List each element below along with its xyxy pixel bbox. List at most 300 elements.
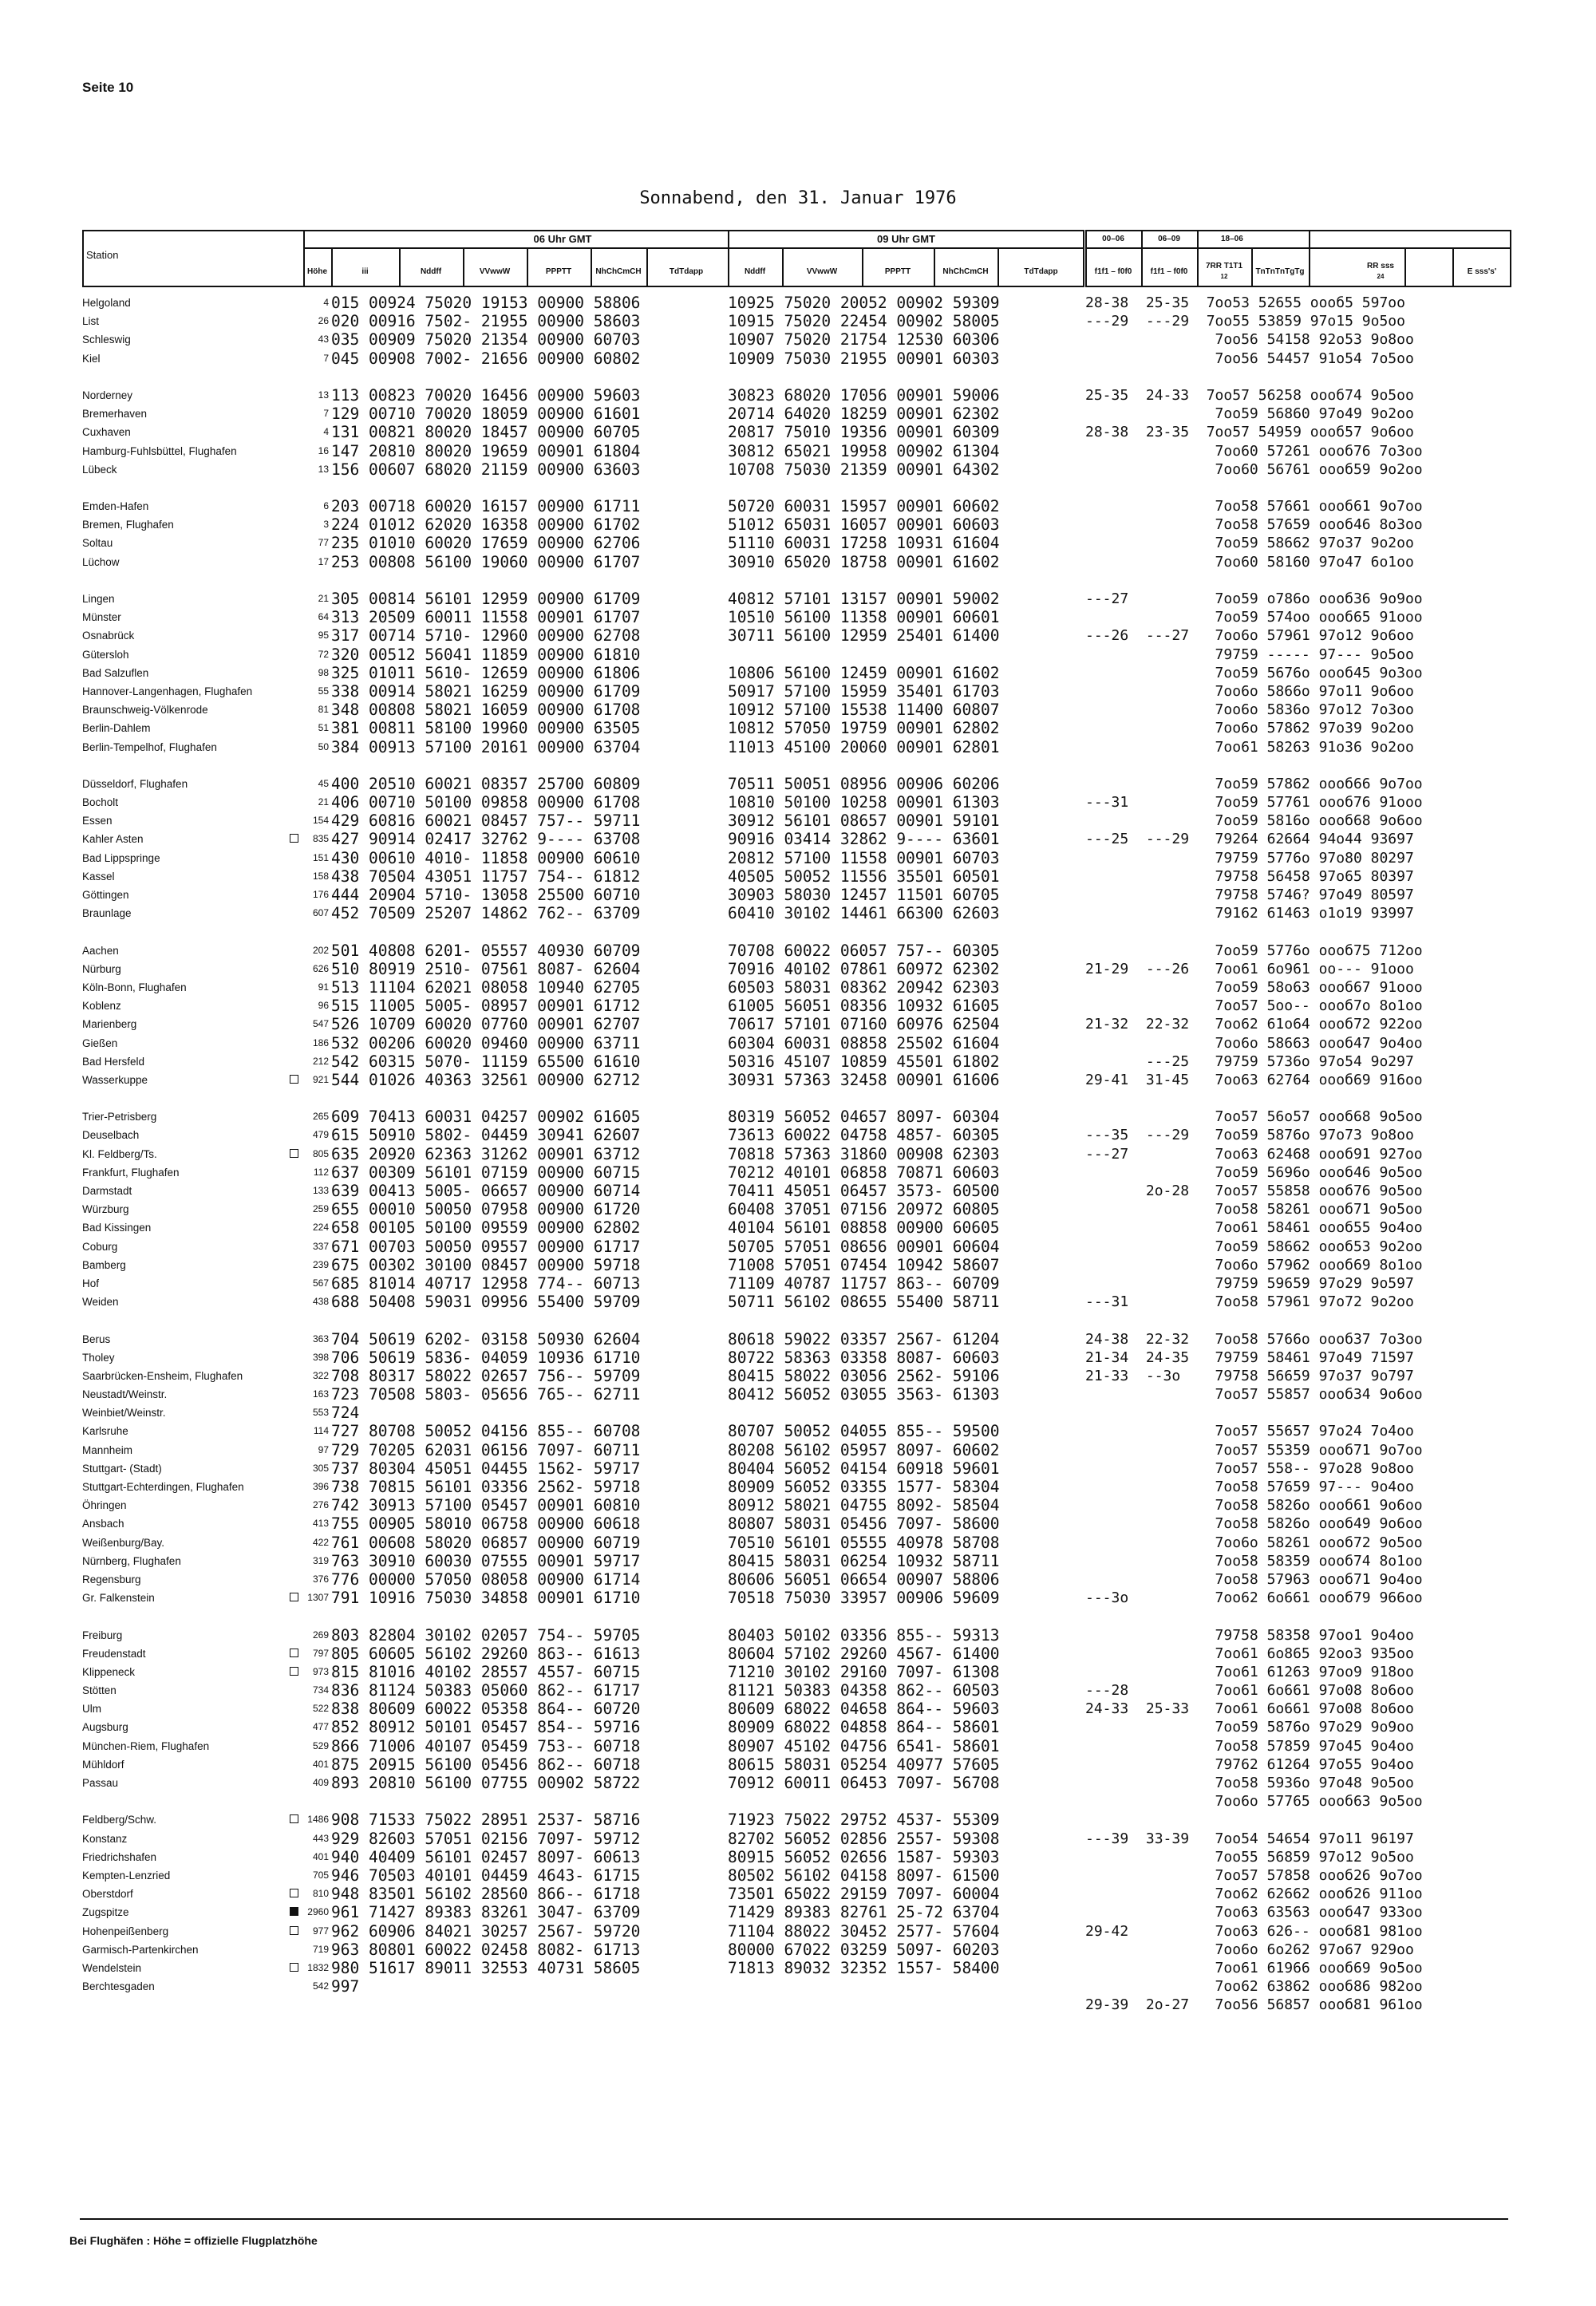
obs-09-row: 71008 57051 07454 10942 58607 [728, 1255, 1000, 1274]
extreme-row: ---27 7oo59 o786o oooб36 9o9oo [1085, 590, 1423, 607]
obs-06-row: 866 71006 40107 05459 753-- 60718 [331, 1736, 641, 1755]
station-height: 45 [318, 777, 329, 789]
header-period-2: 06–09 [1158, 235, 1180, 243]
extreme-row: 7oo6o 58261 oooб72 9o5oo [1085, 1534, 1423, 1551]
station-name [82, 1089, 303, 1108]
station-height: 6 [323, 500, 329, 512]
obs-06-row: 305 00814 56101 12959 00900 61709 [331, 590, 641, 608]
station-name: Stuttgart- (Stadt) [82, 1462, 162, 1475]
obs-09-row: 73613 60022 04758 4857- 60305 [728, 1126, 1000, 1145]
station-height: 413 [312, 1518, 329, 1530]
station-height: 409 [312, 1777, 329, 1788]
station-height: 376 [312, 1573, 329, 1585]
extreme-row: ---29 ---29 7oo55 53859 97o15 9o5oo [1085, 313, 1405, 330]
station-height: 239 [312, 1258, 329, 1270]
station-height: 91 [318, 981, 329, 993]
station-name: Karlsruhe [82, 1425, 128, 1438]
extreme-row: 7oo6o 57765 oooб63 9o5oo [1085, 1793, 1423, 1810]
extreme-column [1085, 294, 1423, 2014]
station-name: Weißenburg/Bay. [82, 1536, 165, 1549]
height-list [303, 294, 329, 1996]
extreme-row: 7oo57 5oo-- oooб7o 8o1oo [1085, 997, 1423, 1015]
header-ppptt-06: PPPTT [545, 267, 572, 276]
obs-09-row: 80609 68022 04658 864-- 59603 [728, 1700, 1000, 1719]
obs-06-row: 515 11005 5005- 08957 00901 61712 [331, 997, 641, 1016]
station-height: 973 [312, 1665, 329, 1677]
station-name: Essen [82, 815, 113, 827]
extreme-row: 29-41 31-45 7oo63 62764 oooб69 916oo [1085, 1071, 1423, 1088]
extreme-row: 7oo59 5876o 97o29 9o9oo [1085, 1719, 1414, 1736]
station-name: Berchtesgaden [82, 1980, 155, 1993]
obs-09-row: 40505 50052 11556 35501 60501 [728, 867, 1000, 886]
extreme-row: 7oo61 61263 97oo9 918oo [1085, 1663, 1414, 1680]
extreme-row: 7oo6o 5836o 97o12 7o3oo [1085, 701, 1414, 719]
extreme-row: 7oo59 57862 oooб66 9o7oo [1085, 775, 1423, 792]
extreme-row: 7oo59 5776o oooб75 712oo [1085, 942, 1423, 959]
station-name: Trier-Petrisberg [82, 1111, 157, 1123]
extreme-row: ---31 7oo59 57761 oooб76 91ooo [1085, 794, 1423, 811]
obs-09-row [728, 479, 999, 497]
extreme-row: 7oo59 5816o oooб68 9o6oo [1085, 812, 1423, 830]
obs-09-row: 10915 75020 22454 00902 58005 [728, 312, 1000, 331]
station-name: Gütersloh [82, 648, 129, 661]
station-name [82, 479, 303, 497]
square-icon [290, 1963, 298, 1972]
station-height: 259 [312, 1203, 329, 1215]
station-height: 186 [312, 1037, 329, 1048]
obs-09-row: 80912 58021 04755 8092- 58504 [728, 1496, 1000, 1515]
obs-06-row: 253 00808 56100 19060 00900 61707 [331, 552, 641, 571]
extreme-row: 7oo61 58461 oooб55 9o4oo [1085, 1219, 1423, 1237]
station-name: Emden-Hafen [82, 500, 149, 513]
extreme-row: 7oo59 58662 97o37 9o2oo [1085, 535, 1414, 552]
obs-06-row [331, 1607, 640, 1625]
station-height [303, 1089, 329, 1108]
station-list [82, 294, 303, 1996]
obs-06-row [331, 922, 640, 941]
station-height: 319 [312, 1554, 329, 1566]
obs-09-row: 73501 65022 29159 7097- 60004 [728, 1885, 1000, 1904]
obs-06-row: 655 00010 50050 07958 00900 61720 [331, 1200, 641, 1219]
header-s6: E sss's' [1467, 267, 1497, 276]
station-name: Weiden [82, 1296, 119, 1309]
station-height: 158 [312, 870, 329, 882]
station-height: 921 [312, 1073, 329, 1085]
obs-09-row: 80707 50052 04055 855-- 59500 [728, 1422, 1000, 1441]
extreme-row: 7oo57 55857 oooб34 9o6oo [1085, 1386, 1423, 1404]
obs-06-row: 544 01026 40363 32561 00900 62712 [331, 1070, 641, 1089]
header-s1: f1f1 – f0f0 [1094, 267, 1132, 276]
obs-06-row: 980 51617 89011 32553 40731 58605 [331, 1958, 641, 1977]
obs-06-row: 320 00512 56041 11859 00900 61810 [331, 645, 641, 664]
station-name: Darmstadt [82, 1185, 132, 1197]
station-height: 95 [318, 630, 329, 642]
extreme-row [1085, 1607, 1423, 1625]
obs-06-row: 755 00905 58010 06758 00900 60618 [331, 1514, 641, 1534]
obs-06-row: 875 20915 56100 05456 862-- 60718 [331, 1755, 641, 1774]
station-height: 396 [312, 1481, 329, 1492]
extreme-row: 21-33 --3o 79758 56659 97o37 9o797 [1085, 1367, 1414, 1384]
station-name: Wasserkuppe [82, 1071, 303, 1089]
station-height: 734 [312, 1684, 329, 1696]
obs-09-row: 80909 56052 03355 1577- 58304 [728, 1478, 1000, 1496]
station-name: Marienberg [82, 1018, 137, 1031]
station-height: 114 [313, 1425, 329, 1437]
header-nddff-06: Nddff [420, 267, 442, 276]
obs-06-row: 791 10916 75030 34858 00901 61710 [331, 1589, 641, 1608]
obs-09-row: 80606 56051 06654 00907 58806 [728, 1570, 1000, 1589]
obs-06-row: 045 00908 7002- 21656 00900 60802 [331, 349, 641, 368]
extreme-row: 7oo59 58662 oooб53 9o2oo [1085, 1238, 1423, 1255]
obs-09-column [728, 294, 999, 1977]
station-height: 401 [312, 1850, 329, 1862]
station-name: Braunlage [82, 907, 132, 920]
station-name: Kiel [82, 352, 101, 365]
station-height: 797 [312, 1647, 329, 1659]
station-height: 4 [323, 426, 329, 438]
extreme-row: ---31 7oo58 57961 97o72 9o2oo [1085, 1293, 1414, 1311]
station-height: 305 [312, 1462, 329, 1474]
obs-06-row: 381 00811 58100 19960 00900 63505 [331, 719, 641, 738]
station-name: Schleswig [82, 334, 131, 346]
station-name: Gr. Falkenstein [82, 1589, 303, 1607]
obs-09-row: 80604 57102 29260 4567- 61400 [728, 1644, 1000, 1663]
station-name: Augsburg [82, 1721, 128, 1734]
station-height: 337 [312, 1240, 329, 1252]
station-height: 21 [318, 593, 329, 604]
obs-06-row: 542 60315 5070- 11159 65500 61610 [331, 1052, 641, 1071]
extreme-row: 7oo6o 58663 oooб47 9o4oo [1085, 1034, 1423, 1052]
obs-09-row: 70411 45051 06457 3573- 60500 [728, 1182, 1000, 1200]
station-name: Hannover-Langenhagen, Flughafen [82, 685, 253, 697]
obs-09-row: 80807 58031 05456 7097- 58600 [728, 1514, 1000, 1534]
extreme-row: 25-35 24-33 7oo57 56258 oooб74 9o5oo [1085, 386, 1414, 404]
extreme-row: 7oo62 62662 oooб26 911oo [1085, 1885, 1423, 1903]
obs-06-row: 203 00718 60020 16157 00900 61711 [331, 497, 641, 516]
obs-09-row: 80404 56052 04154 60918 59601 [728, 1459, 1000, 1478]
obs-09-row: 70518 75030 33957 00906 59609 [728, 1589, 1000, 1608]
obs-06-row: 615 50910 5802- 04459 30941 62607 [331, 1126, 641, 1145]
obs-09-row: 80415 58022 03056 2562- 59106 [728, 1366, 1000, 1385]
station-height: 21 [318, 796, 329, 808]
obs-06-row: 675 00302 30100 08457 00900 59718 [331, 1255, 641, 1274]
station-height: 810 [312, 1888, 329, 1900]
obs-06-row: 438 70504 43051 11757 754-- 61812 [331, 867, 641, 886]
page-date: Sonnabend, den 31. Januar 1976 [639, 188, 957, 208]
extreme-row: 24-38 22-32 7oo58 5766o oooб37 7o3oo [1085, 1330, 1423, 1348]
station-height: 626 [312, 962, 329, 974]
header-ppptt-09: PPPTT [884, 267, 911, 276]
header-vvwww-06: VVwwW [479, 267, 511, 276]
station-height [303, 571, 329, 590]
obs-06-row: 501 40808 6201- 05557 40930 60709 [331, 941, 641, 960]
obs-06-row: 131 00821 80020 18457 00900 60705 [331, 423, 641, 442]
obs-09-row [728, 1607, 999, 1625]
obs-06-row: 444 20904 5710- 13058 25500 60710 [331, 886, 641, 904]
extreme-row: 2o-28 7oo57 55858 oooб76 9o5oo [1085, 1183, 1423, 1199]
page-number: Seite 10 [82, 80, 134, 95]
station-name: Freudenstadt [82, 1645, 303, 1663]
station-name: Braunschweig-Völkenrode [82, 704, 208, 717]
obs-06-row: 948 83501 56102 28560 866-- 61718 [331, 1885, 641, 1904]
obs-09-row [728, 756, 999, 775]
obs-09-row: 51110 60031 17258 10931 61604 [728, 534, 1000, 553]
obs-06-row: 639 00413 5005- 06657 00900 60714 [331, 1182, 641, 1200]
obs-09-row: 70916 40102 07861 60972 62302 [728, 959, 1000, 978]
obs-06-row: 688 50408 59031 09956 55400 59709 [331, 1293, 641, 1312]
station-height [303, 1607, 329, 1625]
obs-09-row: 80502 56102 04158 8097- 61500 [728, 1866, 1000, 1885]
obs-06-row: 406 00710 50100 09858 00900 61708 [331, 793, 641, 812]
header-06-gmt: 06 Uhr GMT [533, 233, 592, 245]
obs-06-row: 035 00909 75020 21354 00900 60703 [331, 330, 641, 349]
extreme-row: 7oo60 57261 oooб76 7o3oo [1085, 442, 1423, 460]
station-name: Nürburg [82, 962, 121, 975]
obs-06-row: 113 00823 70020 16456 00900 59603 [331, 385, 641, 405]
station-name: Mannheim [82, 1443, 133, 1456]
obs-09-row: 80319 56052 04657 8097- 60304 [728, 1108, 1000, 1127]
obs-06-row: 761 00608 58020 06857 00900 60719 [331, 1533, 641, 1552]
obs-06-row: 706 50619 5836- 04059 10936 61710 [331, 1348, 641, 1367]
extreme-row [1085, 571, 1423, 590]
extreme-row: 7oo58 57859 97o45 9o4oo [1085, 1737, 1414, 1755]
station-name: Würzburg [82, 1203, 129, 1216]
obs-09-row: 71923 75022 29752 4537- 55309 [728, 1810, 1000, 1830]
obs-09-row: 80415 58031 06254 10932 58711 [728, 1551, 1000, 1570]
obs-06-row: 532 00206 60020 09460 00900 63711 [331, 1033, 641, 1052]
station-height: 50 [318, 740, 329, 752]
obs-06-row: 852 80912 50101 05457 854-- 59716 [331, 1718, 641, 1737]
header-vvwww-09: VVwwW [806, 267, 838, 276]
station-height: 151 [312, 851, 329, 863]
obs-06-row: 430 00610 4010- 11858 00900 60610 [331, 848, 641, 867]
obs-09-row: 70818 57363 31860 00908 62303 [728, 1144, 1000, 1163]
obs-09-row: 80000 67022 03259 5097- 60203 [728, 1940, 1000, 1959]
obs-09-row: 20812 57100 11558 00901 60703 [728, 848, 1000, 867]
station-name: Bremerhaven [82, 408, 148, 421]
obs-09-row: 80412 56052 03055 3563- 61303 [728, 1385, 1000, 1404]
extreme-row: ---26 ---27 7oo6o 57961 97o12 9o6oo [1085, 627, 1414, 645]
obs-09-row: 82702 56052 02856 2557- 59308 [728, 1829, 1000, 1848]
station-name: Wendelstein [82, 1959, 303, 1977]
station-height: 553 [312, 1407, 329, 1419]
station-height: 17 [318, 555, 329, 567]
station-name: Tholey [82, 1351, 115, 1364]
station-name: Berlin-Dahlem [82, 722, 151, 735]
extreme-row: ---3o 7oo62 6o661 oooб79 966oo [1085, 1589, 1423, 1607]
station-name: Friedrichshafen [82, 1850, 157, 1863]
station-height: 719 [312, 1943, 329, 1955]
station-name: Regensburg [82, 1573, 141, 1585]
obs-09-row: 40104 56101 08858 00900 60605 [728, 1218, 1000, 1238]
station-name: Stuttgart-Echterdingen, Flughafen [82, 1481, 244, 1493]
station-height [303, 368, 329, 386]
extreme-row: 28-38 23-35 7oo57 54959 oooб57 9o6oo [1085, 424, 1414, 441]
extreme-row: 7oo6o 6o262 97o67 929oo [1085, 1941, 1414, 1958]
obs-09-row: 71813 89032 32352 1557- 58400 [728, 1958, 1000, 1977]
obs-06-row: 815 81016 40102 28557 4557- 60715 [331, 1662, 641, 1681]
obs-09-row [728, 1404, 999, 1422]
obs-09-row: 80403 50102 03356 855-- 59313 [728, 1625, 1000, 1645]
obs-06-row: 313 20509 60011 11558 00901 61707 [331, 608, 641, 627]
obs-06-row: 429 60816 60021 08457 757-- 59711 [331, 811, 641, 831]
square-icon [290, 1667, 298, 1676]
extreme-row: 7oo59 5696o oooб46 9o5oo [1085, 1163, 1423, 1181]
obs-09-row: 71104 88022 30452 2577- 57604 [728, 1921, 1000, 1941]
obs-06-row: 235 01010 60020 17659 00900 62706 [331, 534, 641, 553]
obs-09-row: 90916 03414 32862 9---- 63601 [728, 830, 1000, 849]
extreme-row: 7oo60 58160 97o47 6o1oo [1085, 553, 1414, 571]
station-name: Aachen [82, 944, 119, 957]
obs-09-row: 11013 45100 20060 00901 62801 [728, 737, 1000, 756]
obs-06-row: 020 00916 7502- 21955 00900 58603 [331, 312, 641, 331]
obs-09-row: 30912 56101 08657 00901 59101 [728, 811, 1000, 831]
obs-09-row: 81121 50383 04358 862-- 60503 [728, 1681, 1000, 1700]
station-name: Coburg [82, 1240, 118, 1253]
station-height: 265 [312, 1111, 329, 1123]
station-name: Kassel [82, 870, 115, 883]
station-name: Öhringen [82, 1499, 127, 1512]
station-height: 363 [312, 1333, 329, 1345]
extreme-row: 7oo6o 57962 oooб69 8o1oo [1085, 1256, 1423, 1273]
station-height: 72 [318, 648, 329, 660]
obs-06-row [331, 1792, 640, 1810]
obs-06-row: 671 00703 50050 09557 00900 61717 [331, 1237, 641, 1256]
station-name [82, 756, 303, 775]
station-name: Hamburg-Fuhlsbüttel, Flughafen [82, 444, 237, 457]
obs-06-row: 609 70413 60031 04257 00902 61605 [331, 1108, 641, 1127]
extreme-row: ---25 79759 5736o 97o54 9o297 [1085, 1052, 1414, 1070]
extreme-row: 7oo63 63563 oooб47 933oo [1085, 1904, 1423, 1921]
header-td-09: TdTdapp [1024, 267, 1058, 276]
station-height: 3 [323, 519, 329, 531]
station-height: 224 [312, 1222, 329, 1234]
station-height: 55 [318, 685, 329, 697]
extreme-row: 21-32 22-32 7oo62 61o64 oooб72 922oo [1085, 1016, 1423, 1033]
station-height: 705 [312, 1869, 329, 1881]
extreme-row: 7oo58 5826o oooб61 9o6oo [1085, 1497, 1423, 1514]
station-name: Hohenpeißenberg [82, 1922, 303, 1941]
obs-09-row [728, 1311, 999, 1329]
filled-square-icon [290, 1907, 298, 1916]
station-name [82, 1311, 303, 1329]
station-height: 2960 [307, 1906, 329, 1918]
square-icon [290, 1149, 298, 1158]
extreme-row [1085, 922, 1423, 941]
footer-rule [80, 2218, 1508, 2220]
station-height: 112 [313, 1166, 329, 1178]
extreme-row: 7oo58 57659 97--- 9o4oo [1085, 1479, 1414, 1495]
obs-09-row [728, 646, 999, 664]
obs-06-row: 742 30913 57100 05457 00901 60810 [331, 1496, 641, 1515]
extreme-row: 7oo55 56859 97o12 9o5oo [1085, 1848, 1414, 1866]
extreme-row: ---39 33-39 7oo54 54654 97o11 96197 [1085, 1830, 1414, 1847]
station-name [82, 1607, 303, 1625]
station-height: 26 [318, 315, 329, 327]
station-name: Berus [82, 1333, 111, 1345]
station-name: Bad Hersfeld [82, 1055, 145, 1068]
obs-09-row: 10812 57050 19759 00901 62802 [728, 719, 1000, 738]
extreme-row [1085, 368, 1423, 386]
station-height: 542 [312, 1980, 329, 1992]
extreme-row: 7oo60 56761 oooб59 9o2oo [1085, 460, 1423, 478]
station-height: 64 [318, 611, 329, 623]
extreme-row: 7oo58 5826o oooб49 9o6oo [1085, 1515, 1423, 1533]
obs-06-row [331, 571, 640, 590]
station-name: Bocholt [82, 796, 119, 809]
station-name: Düsseldorf, Flughafen [82, 777, 188, 790]
obs-06-row: 635 20920 62363 31262 00901 63712 [331, 1144, 641, 1163]
obs-06-row: 129 00710 70020 18059 00900 61601 [331, 405, 641, 424]
obs-06-row: 400 20510 60021 08357 25700 60809 [331, 774, 641, 793]
obs-06-row: 929 82603 57051 02156 7097- 59712 [331, 1829, 641, 1848]
obs-09-row: 70708 60022 06057 757-- 60305 [728, 941, 1000, 960]
station-name: Ansbach [82, 1518, 124, 1530]
station-name: Oberstdorf [82, 1885, 303, 1903]
extreme-row: 7oo57 57858 oooб26 9o7oo [1085, 1866, 1423, 1884]
obs-06-row: 427 90914 02417 32762 9---- 63708 [331, 830, 641, 849]
obs-09-row [728, 571, 999, 590]
extreme-row: 7oo57 55657 97o24 7o4oo [1085, 1423, 1414, 1440]
obs-09-row: 10909 75030 21955 00901 60303 [728, 349, 1000, 368]
station-height [303, 479, 329, 497]
station-name: Weinbiet/Weinstr. [82, 1407, 166, 1420]
extreme-row: 7oo58 58261 oooб71 9o5oo [1085, 1201, 1423, 1218]
extreme-row [1085, 1810, 1423, 1829]
obs-06-row: 805 60605 56102 29260 863-- 61613 [331, 1644, 641, 1663]
obs-06-row: 708 80317 58022 02657 756-- 59709 [331, 1366, 641, 1385]
station-height: 212 [312, 1055, 329, 1067]
header-s2: f1f1 – f0f0 [1150, 267, 1188, 276]
station-height: 154 [312, 815, 329, 827]
station-height: 96 [318, 1000, 329, 1012]
station-name [82, 1792, 303, 1810]
obs-06-row: 724 [331, 1404, 360, 1423]
header-s4: TnTnTnTgTg [1255, 267, 1305, 276]
station-name: Passau [82, 1777, 119, 1789]
extreme-row: 21-34 24-35 79759 58461 97o49 71597 [1085, 1348, 1414, 1366]
station-name: Köln-Bonn, Flughafen [82, 981, 187, 993]
obs-09-row: 30711 56100 12959 25401 61400 [728, 626, 1000, 646]
extreme-row: 79758 58358 97oo1 9o4oo [1085, 1626, 1414, 1644]
obs-09-row: 10510 56100 11358 00901 60601 [728, 608, 1000, 627]
obs-06-row: 737 80304 45051 04455 1562- 59717 [331, 1459, 641, 1478]
station-name: Münster [82, 611, 121, 624]
station-name: Osnabrück [82, 630, 135, 642]
header-hoehe: Höhe [307, 267, 327, 276]
station-height: 835 [312, 833, 329, 845]
station-height: 322 [312, 1369, 329, 1381]
header-s3b: 12 [1220, 273, 1228, 280]
extreme-row: 79759 59659 97o29 9o597 [1085, 1274, 1414, 1292]
obs-09-row: 80208 56102 05957 8097- 60602 [728, 1440, 1000, 1459]
extreme-row: 7oo57 55359 oooб71 9o7oo [1085, 1441, 1423, 1459]
obs-06-row: 658 00105 50100 09559 00900 62802 [331, 1218, 641, 1238]
header-nddff-09: Nddff [744, 267, 766, 276]
obs-06-row: 963 80801 60022 02458 8082- 61713 [331, 1940, 641, 1959]
obs-09-row: 10907 75020 21754 12530 60306 [728, 330, 1000, 349]
obs-09-row: 50316 45107 10859 45501 61802 [728, 1052, 1000, 1071]
station-height: 438 [312, 1296, 329, 1308]
station-name: Mühldorf [82, 1758, 124, 1771]
obs-09-row: 70212 40101 06858 70871 60603 [728, 1163, 1000, 1182]
extreme-row: ---27 7oo63 62468 oooб91 927oo [1085, 1145, 1423, 1163]
footnote: Bei Flughäfen : Höhe = offizielle Flugplatzhöhe [69, 2234, 318, 2247]
station-name: Nürnberg, Flughafen [82, 1554, 181, 1567]
station-height: 98 [318, 666, 329, 678]
square-icon [290, 1926, 298, 1935]
obs-09-row: 50720 60031 15957 00901 60602 [728, 497, 1000, 516]
